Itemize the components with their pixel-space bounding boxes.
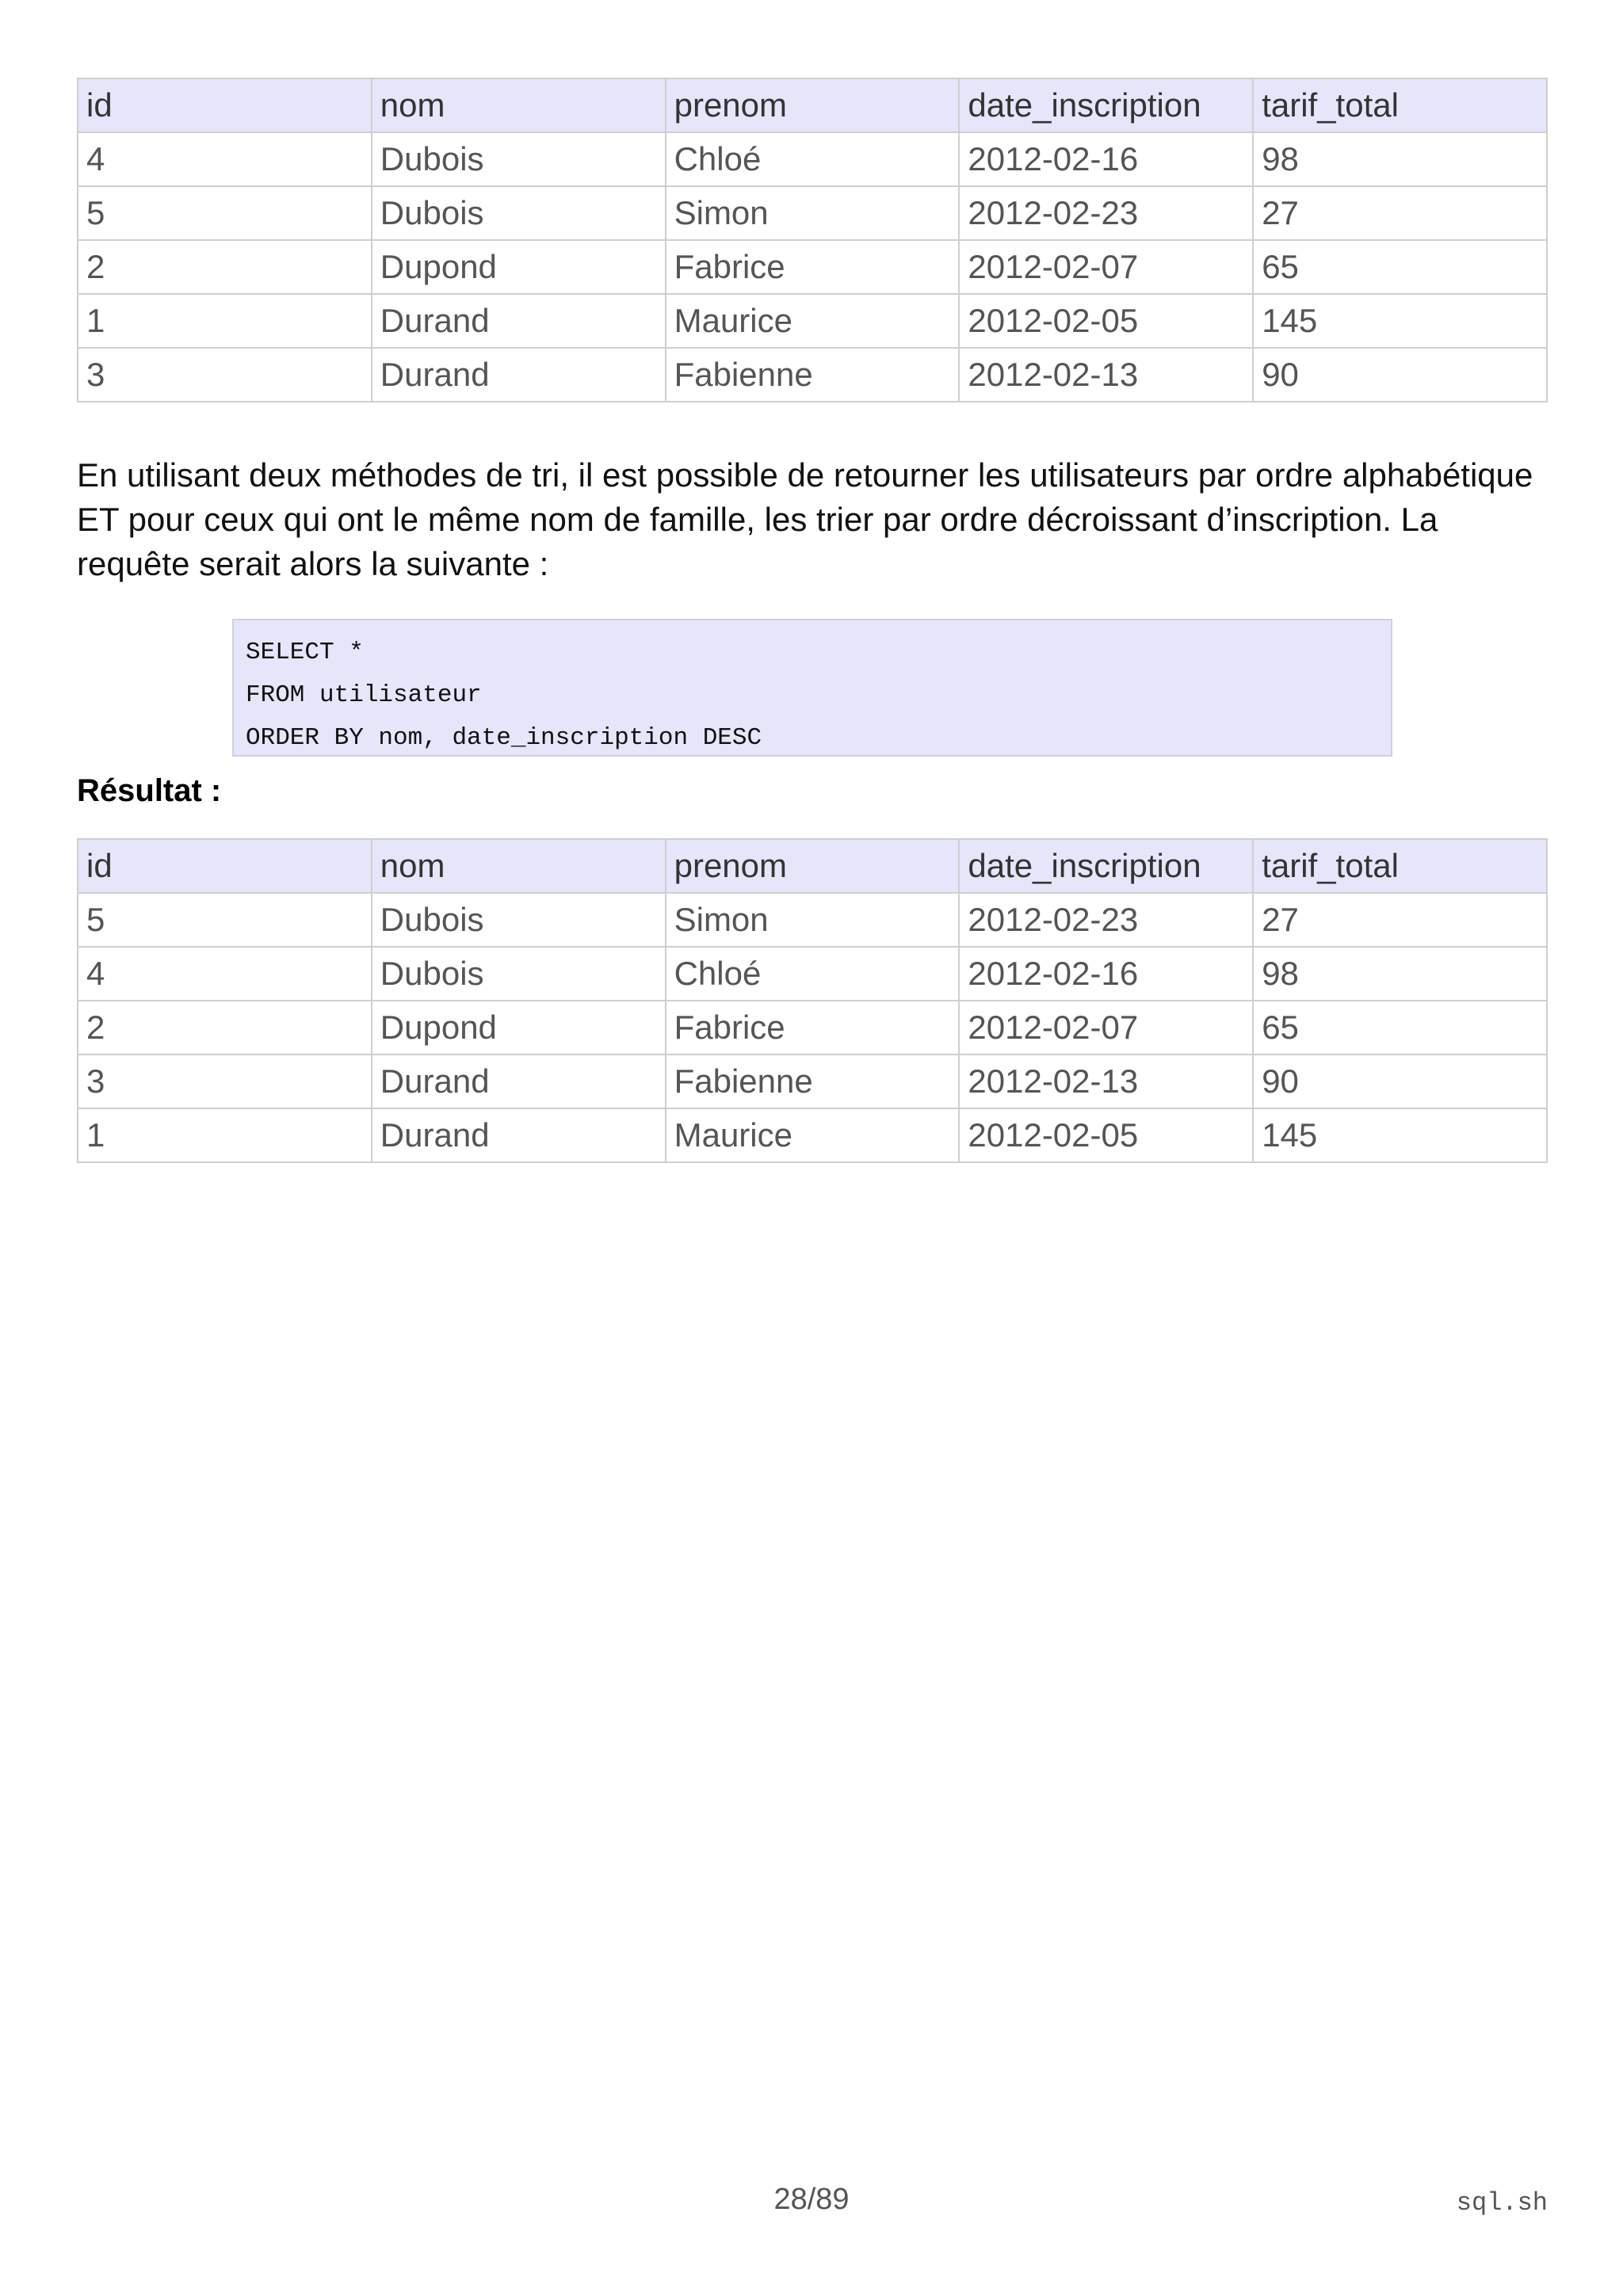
cell-prenom: Fabrice: [666, 240, 960, 294]
table-row: [78, 348, 1547, 402]
cell-prenom: Chloé: [666, 132, 960, 186]
cell-nom: Dubois: [372, 132, 666, 186]
users-table-result: [77, 838, 1548, 1163]
table-row: [78, 1108, 1547, 1162]
column-header-nom: nom: [372, 78, 666, 132]
cell-id: 4: [78, 947, 372, 1001]
column-header-tarif-total: tarif_total: [1253, 839, 1547, 893]
users-table-before: [77, 78, 1548, 402]
cell-date-inscription: 2012-02-16: [959, 132, 1253, 186]
cell-prenom: Fabrice: [666, 1001, 960, 1055]
cell-tarif-total: 98: [1253, 132, 1547, 186]
cell-tarif-total: 145: [1253, 1108, 1547, 1162]
table-header-row: [78, 78, 1547, 132]
cell-id: 2: [78, 1001, 372, 1055]
cell-id: 3: [78, 348, 372, 402]
table-row: [78, 294, 1547, 348]
cell-id: 5: [78, 893, 372, 947]
cell-tarif-total: 145: [1253, 294, 1547, 348]
cell-nom: Durand: [372, 1055, 666, 1108]
cell-date-inscription: 2012-02-07: [959, 1001, 1253, 1055]
code-line: FROM utilisateur: [246, 681, 482, 709]
cell-prenom: Fabienne: [666, 1055, 960, 1108]
cell-date-inscription: 2012-02-05: [959, 1108, 1253, 1162]
table-row: [78, 893, 1547, 947]
cell-id: 1: [78, 1108, 372, 1162]
table-row: [78, 1001, 1547, 1055]
cell-date-inscription: 2012-02-07: [959, 240, 1253, 294]
table-row: [78, 240, 1547, 294]
column-header-id: id: [78, 839, 372, 893]
cell-nom: Durand: [372, 1108, 666, 1162]
table-row: [78, 186, 1547, 240]
cell-nom: Dubois: [372, 893, 666, 947]
cell-id: 1: [78, 294, 372, 348]
table-header-row: [78, 839, 1547, 893]
cell-tarif-total: 90: [1253, 348, 1547, 402]
page-number: 28/89: [773, 2183, 850, 2216]
table-row: [78, 1055, 1547, 1108]
column-header-prenom: prenom: [666, 78, 960, 132]
column-header-prenom: prenom: [666, 839, 960, 893]
cell-id: 5: [78, 186, 372, 240]
cell-date-inscription: 2012-02-13: [959, 1055, 1253, 1108]
cell-nom: Durand: [372, 294, 666, 348]
column-header-tarif-total: tarif_total: [1253, 78, 1547, 132]
code-line: SELECT *: [246, 639, 364, 666]
table-row: [78, 132, 1547, 186]
cell-id: 3: [78, 1055, 372, 1108]
sql-code-block: [232, 619, 1392, 757]
table-row: [78, 947, 1547, 1001]
cell-tarif-total: 90: [1253, 1055, 1547, 1108]
column-header-nom: nom: [372, 839, 666, 893]
cell-nom: Dupond: [372, 1001, 666, 1055]
cell-date-inscription: 2012-02-23: [959, 186, 1253, 240]
cell-tarif-total: 65: [1253, 240, 1547, 294]
cell-nom: Dubois: [372, 947, 666, 1001]
column-header-date-inscription: date_inscription: [959, 839, 1253, 893]
cell-prenom: Maurice: [666, 294, 960, 348]
cell-id: 4: [78, 132, 372, 186]
cell-prenom: Fabienne: [666, 348, 960, 402]
cell-prenom: Simon: [666, 893, 960, 947]
cell-prenom: Chloé: [666, 947, 960, 1001]
cell-nom: Dupond: [372, 240, 666, 294]
cell-tarif-total: 65: [1253, 1001, 1547, 1055]
cell-date-inscription: 2012-02-23: [959, 893, 1253, 947]
cell-date-inscription: 2012-02-13: [959, 348, 1253, 402]
cell-tarif-total: 27: [1253, 893, 1547, 947]
cell-nom: Dubois: [372, 186, 666, 240]
column-header-date-inscription: date_inscription: [959, 78, 1253, 132]
cell-nom: Durand: [372, 348, 666, 402]
site-name: sql.sh: [1456, 2188, 1548, 2218]
cell-id: 2: [78, 240, 372, 294]
cell-prenom: Maurice: [666, 1108, 960, 1162]
cell-date-inscription: 2012-02-05: [959, 294, 1253, 348]
cell-tarif-total: 98: [1253, 947, 1547, 1001]
column-header-id: id: [78, 78, 372, 132]
code-line: ORDER BY nom, date_inscription DESC: [246, 724, 762, 752]
explanation-paragraph: En utilisant deux méthodes de tri, il est possible de retourner les utilisateurs par ordre alphabétique ET pour ceux qui ont le même nom de famille, les trier par ordre décroissant d’inscription. La requête serait alors la suivante :: [77, 456, 1533, 582]
cell-tarif-total: 27: [1253, 186, 1547, 240]
cell-prenom: Simon: [666, 186, 960, 240]
cell-date-inscription: 2012-02-16: [959, 947, 1253, 1001]
result-heading: Résultat :: [77, 773, 222, 808]
